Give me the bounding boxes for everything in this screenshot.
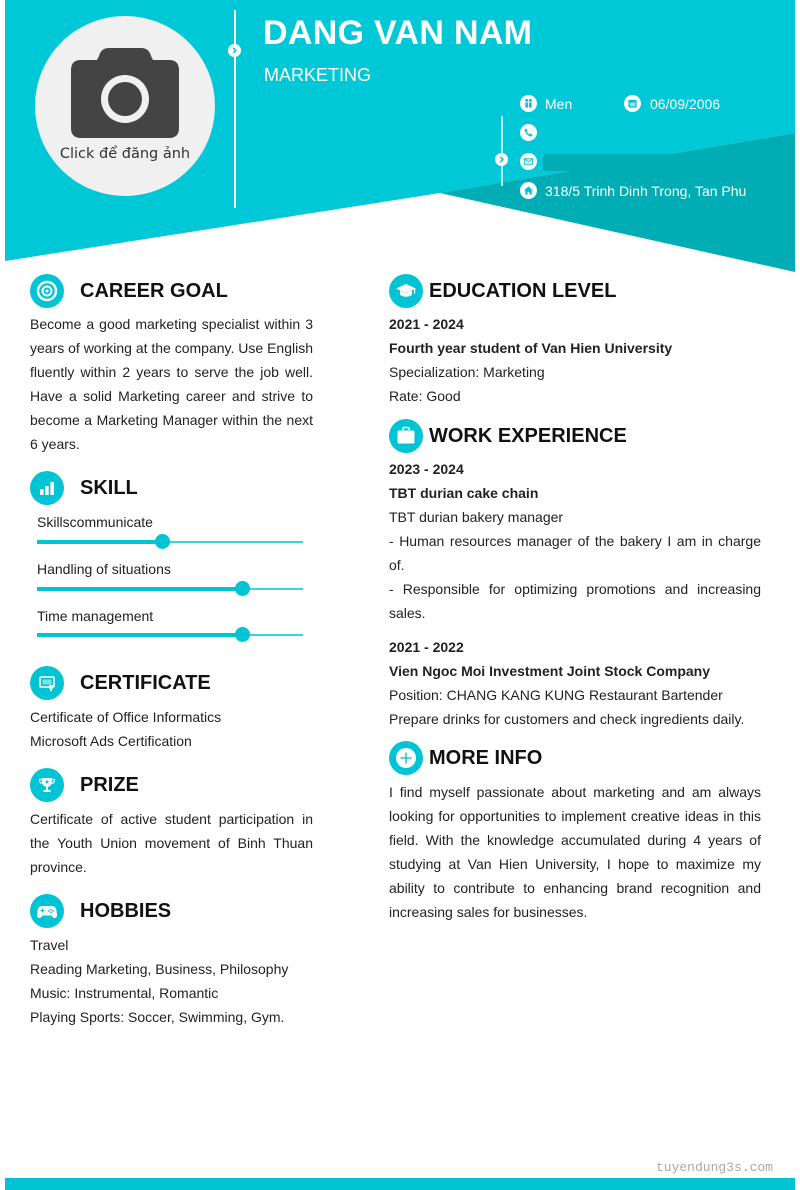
section-prize-heading	[30, 768, 139, 802]
candidate-name: DANG VAN NAM	[263, 14, 533, 52]
section-work-heading	[389, 419, 627, 453]
job-company: Vien Ngoc Moi Investment Joint Stock Company	[389, 663, 711, 679]
section-title: HOBBIES	[80, 899, 172, 922]
hobby-item: Reading Marketing, Business, Philosophy	[30, 961, 289, 977]
section-title: EDUCATION LEVEL	[429, 279, 617, 302]
section-skill-heading	[30, 471, 138, 505]
education-period: 2021 - 2024	[389, 316, 464, 332]
phone-icon	[520, 124, 537, 141]
job-company: TBT durian cake chain	[389, 485, 539, 501]
job-line: Prepare drinks for customers and check ingredients daily.	[389, 711, 745, 727]
slider-handle[interactable]	[235, 627, 250, 642]
section-career-goal-heading	[30, 274, 228, 308]
education-specialization: Specialization: Marketing	[389, 364, 545, 380]
skill-slider[interactable]	[37, 588, 303, 590]
section-title: PRIZE	[80, 773, 139, 796]
prize-text: Certificate of active student participation in the Youth Union movement of Binh Thuan province.	[30, 811, 313, 875]
career-goal-text: Become a good marketing specialist within 3 years of working at the company. Use English fluently within 2 years to serve the job well. Have a solid Marketing career and strive to become a Marketing Manager within the next 6 years.	[30, 316, 313, 452]
section-more-info-heading	[389, 741, 542, 775]
hobby-item: Playing Sports: Soccer, Swimming, Gym.	[30, 1009, 285, 1025]
hobby-item: Music: Instrumental, Romantic	[30, 985, 219, 1001]
skill-slider[interactable]	[37, 634, 303, 636]
trophy-icon	[30, 768, 64, 802]
job-line: - Responsible for optimizing promotions and increasing sales.	[389, 581, 761, 621]
job-line: Position: CHANG KANG KUNG Restaurant Bartender	[389, 687, 723, 703]
section-title: CAREER GOAL	[80, 279, 228, 302]
section-title: WORK EXPERIENCE	[429, 424, 627, 447]
camera-icon	[71, 46, 179, 138]
slider-handle[interactable]	[155, 534, 170, 549]
contact-phone[interactable]	[520, 124, 545, 141]
job-line: TBT durian bakery manager	[389, 509, 564, 525]
contact-email[interactable]	[520, 153, 545, 170]
candidate-title: MARKETING	[264, 65, 372, 85]
chevron-right-icon	[495, 153, 508, 166]
bar-chart-icon	[30, 471, 64, 505]
target-icon	[30, 274, 64, 308]
certificate-item: Certificate of Office Informatics	[30, 709, 222, 725]
job-line: - Human resources manager of the bakery I am in charge of.	[389, 533, 761, 573]
section-title: MORE INFO	[429, 746, 543, 769]
contact-divider	[501, 116, 503, 186]
job-period: 2021 - 2022	[389, 639, 464, 655]
footer-bar	[5, 1178, 795, 1190]
certificate-list	[30, 705, 313, 753]
calendar-icon	[624, 95, 641, 112]
photo-upload-label: Click để đăng ảnh	[59, 146, 191, 162]
contact-address	[520, 182, 746, 199]
section-certificate-heading	[30, 666, 211, 700]
section-hobbies-heading	[30, 894, 171, 928]
section-title: CERTIFICATE	[80, 671, 211, 694]
more-info-text: I find myself passionate about marketing and am always looking for opportunities to implement creative ideas in this field. With the knowledge accumulated during 4 years of studying at Van Hien University, I hope to maximize my ability to contribute to enhancing brand recognition and increasing sales for businesses.	[389, 784, 761, 920]
photo-upload[interactable]	[35, 16, 215, 196]
gender-value: Men	[545, 95, 573, 112]
plus-circle-icon	[389, 741, 423, 775]
skill-label: Handling of situations	[37, 561, 171, 577]
certificate-item: Microsoft Ads Certification	[30, 733, 192, 749]
briefcase-icon	[389, 419, 423, 453]
envelope-icon	[520, 153, 537, 170]
hobbies-list	[30, 933, 313, 1029]
hobby-item: Travel	[30, 937, 69, 953]
skill-label: Time management	[37, 608, 154, 624]
education-school: Fourth year student of Van Hien University	[389, 340, 673, 356]
chevron-right-icon	[228, 44, 241, 57]
address-value: 318/5 Trinh Dinh Trong, Tan Phu	[545, 182, 747, 199]
birthday-value: 06/09/2006	[650, 95, 721, 112]
header-divider	[234, 10, 236, 208]
gamepad-icon	[30, 894, 64, 928]
email-field-background	[543, 154, 713, 171]
contact-gender	[520, 95, 572, 112]
section-title: SKILL	[80, 476, 138, 499]
skill-label: Skillscommunicate	[37, 514, 153, 530]
skill-slider[interactable]	[37, 541, 303, 543]
watermark: tuyendung3s.com	[655, 1160, 773, 1175]
education-rate: Rate: Good	[389, 388, 461, 404]
work-job	[389, 457, 761, 625]
education-details	[389, 312, 761, 408]
job-period: 2023 - 2024	[389, 461, 464, 477]
certificate-icon	[30, 666, 64, 700]
home-icon	[520, 182, 537, 199]
slider-handle[interactable]	[235, 581, 250, 596]
gender-icon	[520, 95, 537, 112]
contact-birthday	[624, 95, 720, 112]
graduation-cap-icon	[389, 274, 423, 308]
work-job	[389, 635, 761, 731]
section-education-heading	[389, 274, 616, 308]
